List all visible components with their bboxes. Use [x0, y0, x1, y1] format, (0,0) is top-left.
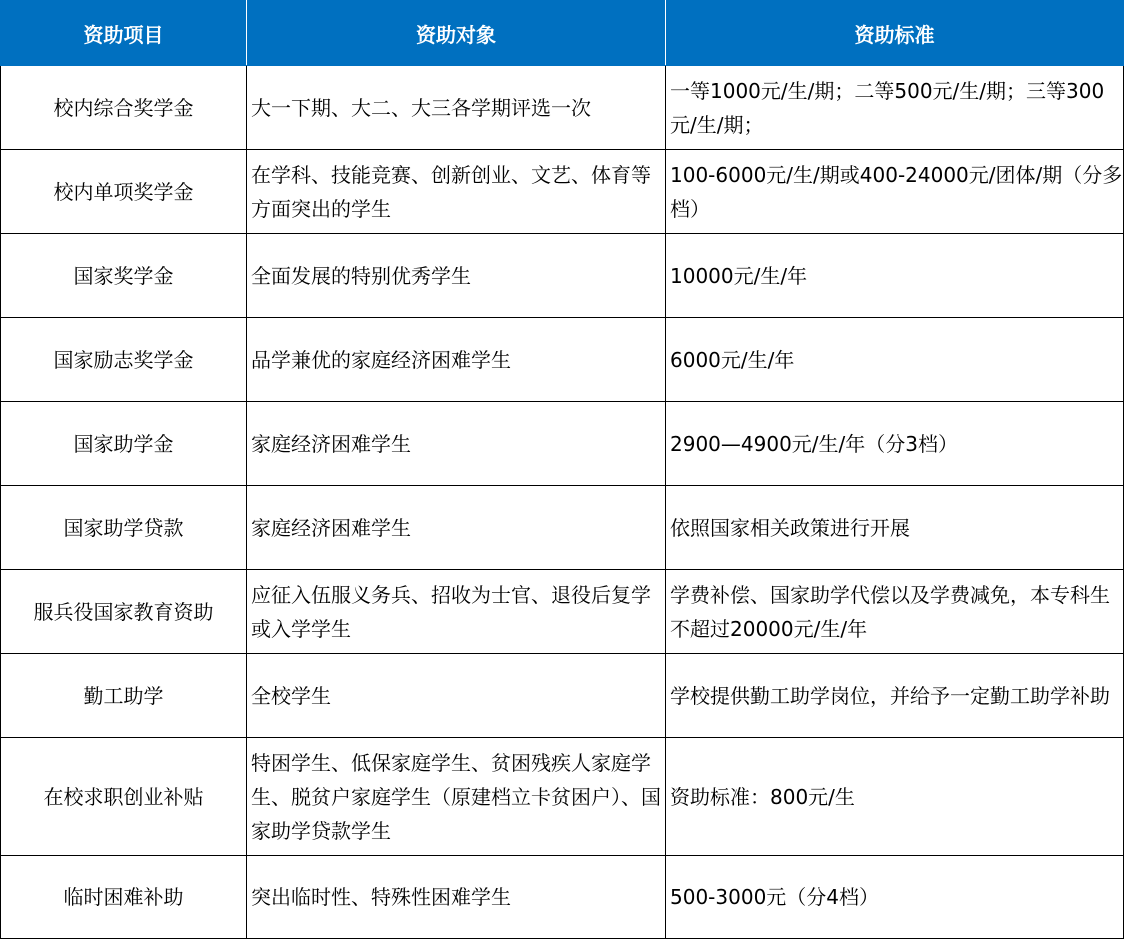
cell-target: 家庭经济困难学生	[247, 486, 666, 570]
cell-item: 国家奖学金	[1, 234, 247, 318]
table-row	[1, 654, 1124, 738]
cell-item: 校内单项奖学金	[1, 150, 247, 234]
table-row	[1, 570, 1124, 654]
cell-target: 家庭经济困难学生	[247, 402, 666, 486]
cell-standard: 100-6000元/生/期或400-24000元/团体/期（分多档）	[666, 150, 1124, 234]
cell-target: 大一下期、大二、大三各学期评选一次	[247, 66, 666, 150]
cell-target: 在学科、技能竞赛、创新创业、文艺、体育等方面突出的学生	[247, 150, 666, 234]
cell-item: 国家励志奖学金	[1, 318, 247, 402]
cell-target: 突出临时性、特殊性困难学生	[247, 856, 666, 939]
cell-item: 勤工助学	[1, 654, 247, 738]
cell-target: 全面发展的特别优秀学生	[247, 234, 666, 318]
header-row	[1, 1, 1124, 66]
table-row	[1, 234, 1124, 318]
cell-standard: 500-3000元（分4档）	[666, 856, 1124, 939]
cell-target: 特困学生、低保家庭学生、贫困残疾人家庭学生、脱贫户家庭学生（原建档立卡贫困户）、国家助学贷款学生	[247, 738, 666, 856]
cell-standard: 学校提供勤工助学岗位，并给予一定勤工助学补助	[666, 654, 1124, 738]
header-item: 资助项目	[1, 1, 247, 66]
cell-item: 校内综合奖学金	[1, 66, 247, 150]
cell-standard: 资助标准：800元/生	[666, 738, 1124, 856]
cell-standard: 一等1000元/生/期；二等500元/生/期；三等300元/生/期；	[666, 66, 1124, 150]
cell-standard: 6000元/生/年	[666, 318, 1124, 402]
cell-standard: 依照国家相关政策进行开展	[666, 486, 1124, 570]
table-row	[1, 66, 1124, 150]
cell-target: 全校学生	[247, 654, 666, 738]
cell-target: 品学兼优的家庭经济困难学生	[247, 318, 666, 402]
table-row	[1, 150, 1124, 234]
cell-item: 国家助学贷款	[1, 486, 247, 570]
table-row	[1, 856, 1124, 939]
table-row	[1, 738, 1124, 856]
cell-target: 应征入伍服义务兵、招收为士官、退役后复学或入学学生	[247, 570, 666, 654]
cell-standard: 2900—4900元/生/年（分3档）	[666, 402, 1124, 486]
cell-standard: 10000元/生/年	[666, 234, 1124, 318]
cell-standard: 学费补偿、国家助学代偿以及学费减免，本专科生不超过20000元/生/年	[666, 570, 1124, 654]
header-standard: 资助标准	[666, 1, 1124, 66]
table-row	[1, 486, 1124, 570]
header-target: 资助对象	[247, 1, 666, 66]
cell-item: 在校求职创业补贴	[1, 738, 247, 856]
cell-item: 临时困难补助	[1, 856, 247, 939]
cell-item: 服兵役国家教育资助	[1, 570, 247, 654]
table-row	[1, 402, 1124, 486]
table-row	[1, 318, 1124, 402]
cell-item: 国家助学金	[1, 402, 247, 486]
